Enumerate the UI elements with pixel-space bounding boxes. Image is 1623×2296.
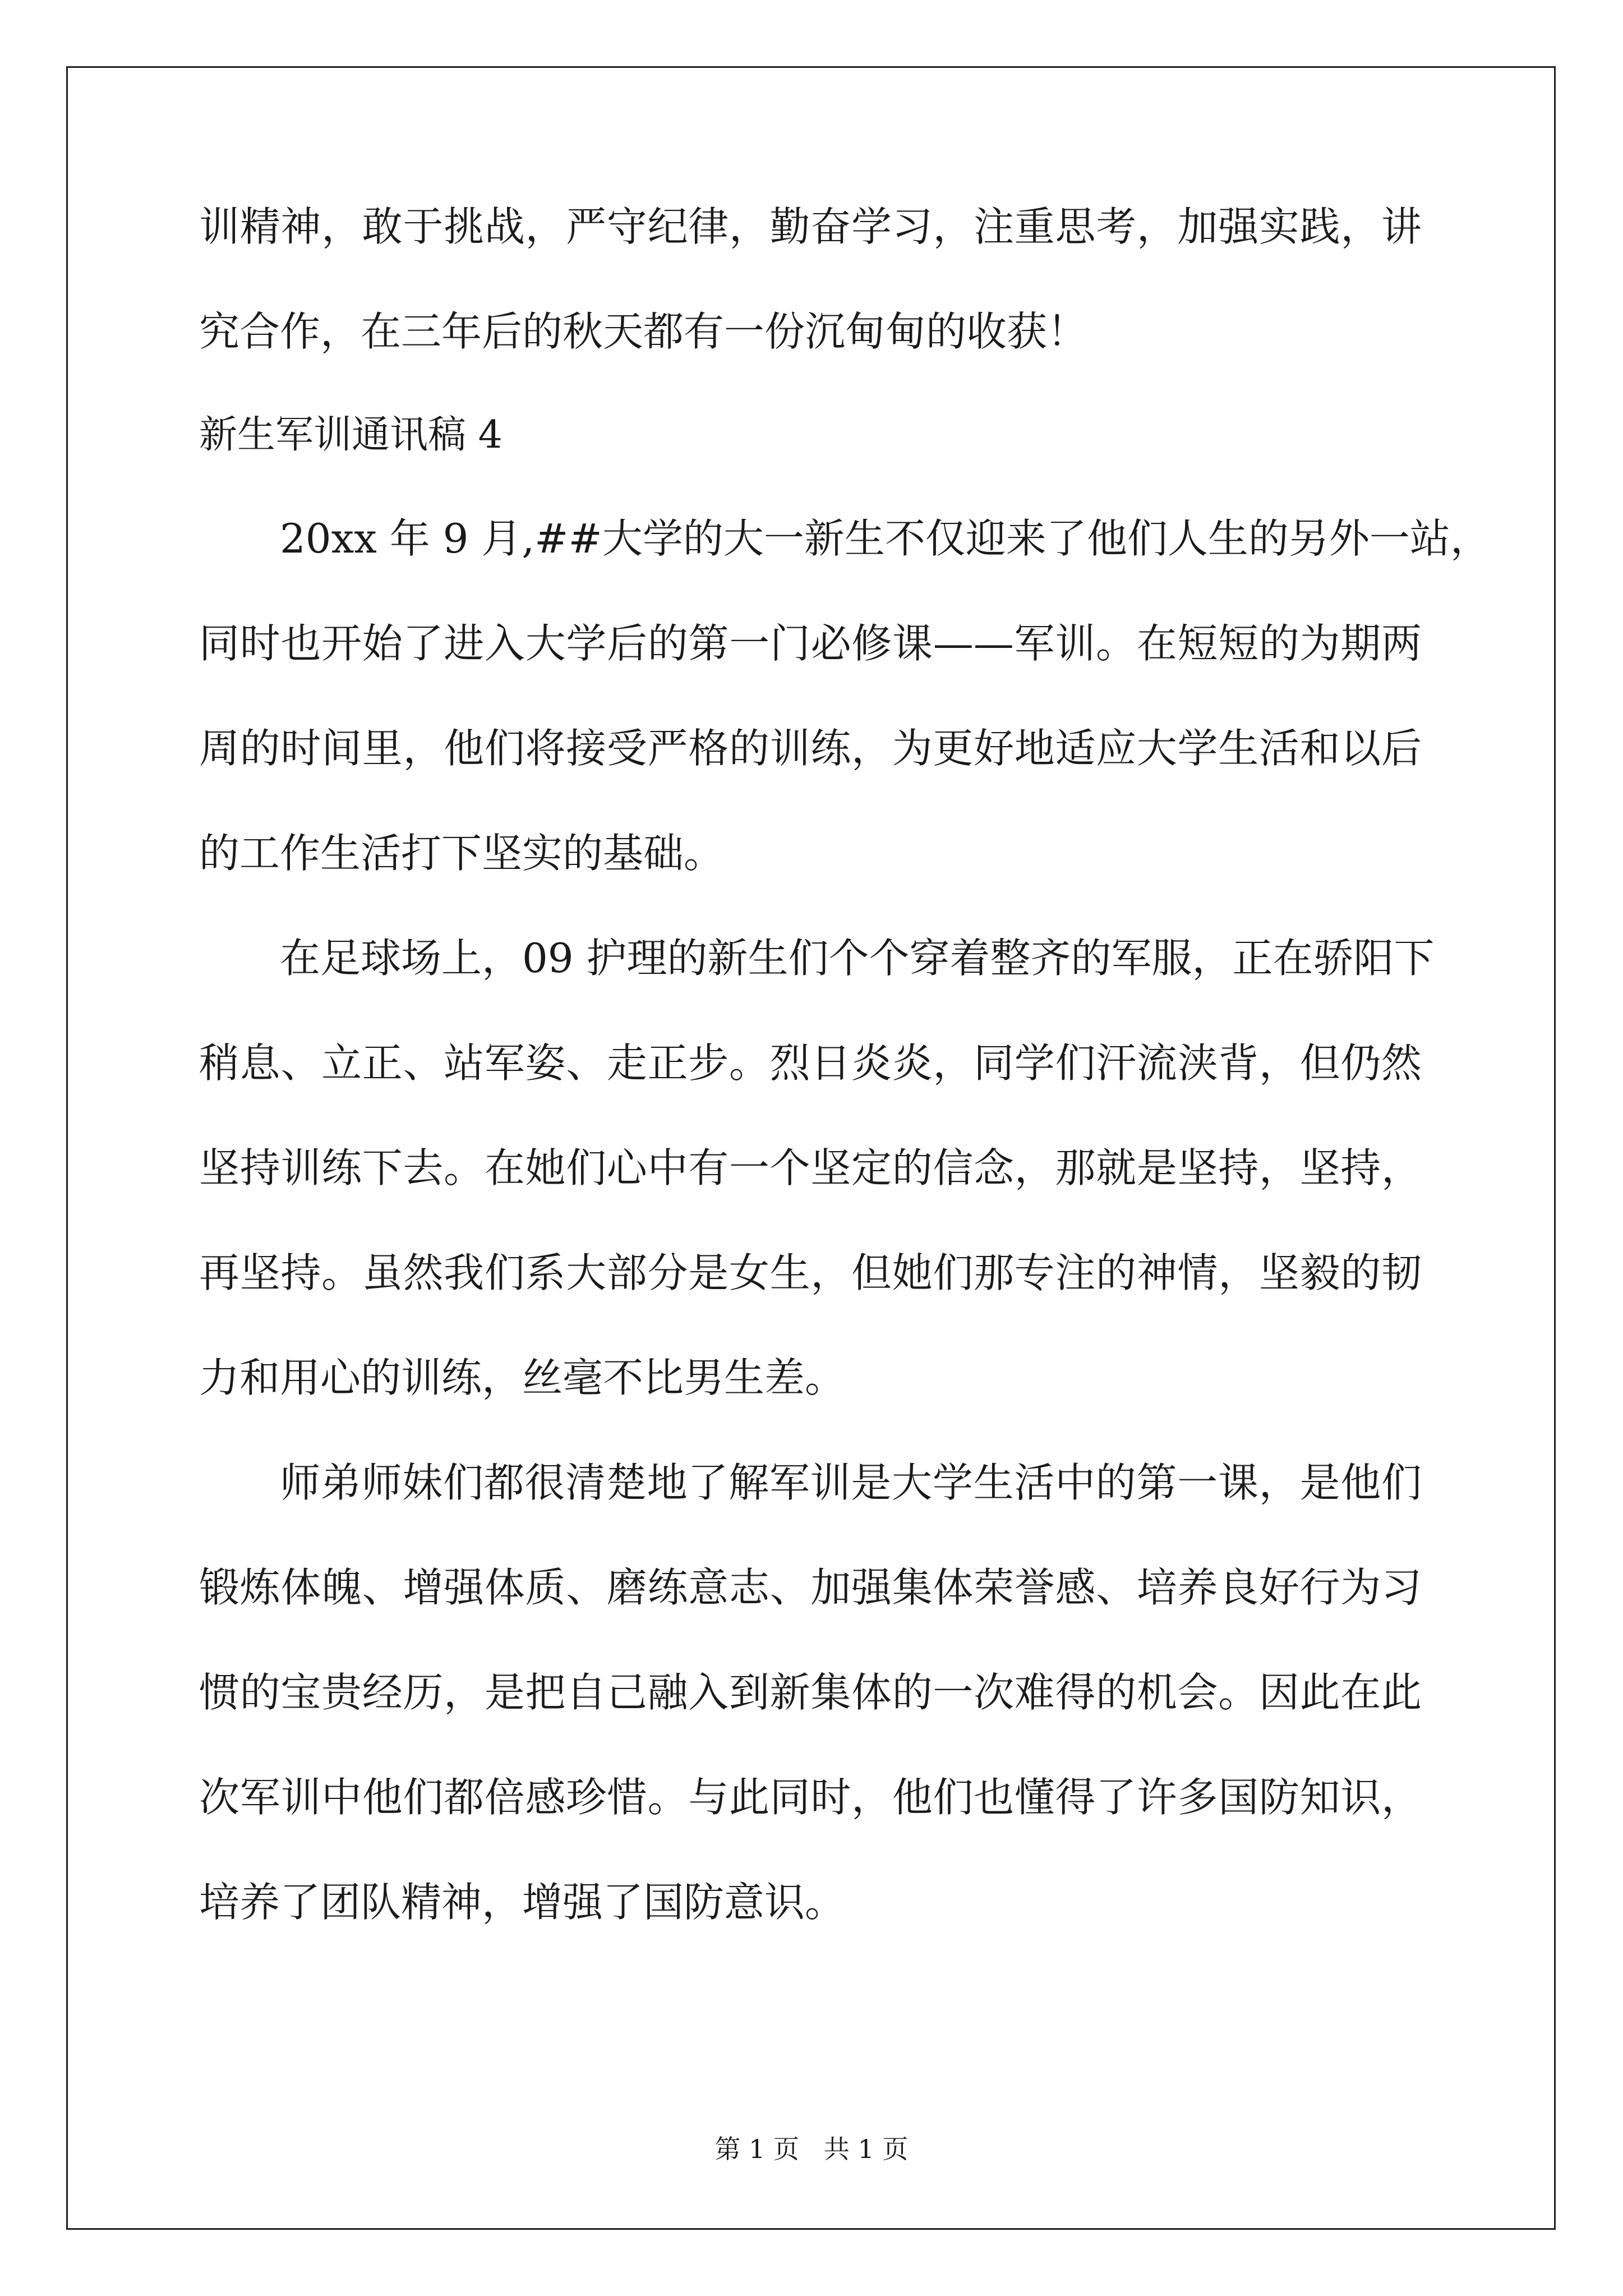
text-line: 稍息、立正、站军姿、走正步。烈日炎炎，同学们汗流浃背，但仍然 bbox=[199, 1039, 1422, 1087]
text-line: 究合作，在三年后的秋天都有一份沉甸甸的收获！ bbox=[199, 308, 1088, 355]
text-line: 师弟师妹们都很清楚地了解军训是大学生活中的第一课，是他们 bbox=[280, 1459, 1422, 1506]
text-line: 培养了团队精神，增强了国防意识。 bbox=[199, 1879, 846, 1926]
text-line: 周的时间里，他们将接受严格的训练，为更好地适应大学生活和以后 bbox=[199, 725, 1422, 772]
text-line: 的工作生活打下坚实的基础。 bbox=[199, 830, 725, 877]
text-line: 20xx 年 9 月,##大学的大一新生不仅迎来了他们人生的另外一站， bbox=[280, 515, 1491, 562]
text-line: 同时也开始了进入大学后的第一门必修课——军训。在短短的为期两 bbox=[199, 620, 1422, 667]
text-line: 次军训中他们都倍感珍惜。与此同时，他们也懂得了许多国防知识， bbox=[199, 1774, 1422, 1821]
section-title: 新生军训通讯稿 4 bbox=[199, 413, 502, 457]
page-footer: 第 1 页 共 1 页 bbox=[714, 2134, 909, 2164]
text-line: 力和用心的训练，丝毫不比男生差。 bbox=[199, 1354, 846, 1401]
text-line: 训精神，敢于挑战，严守纪律，勤奋学习，注重思考，加强实践，讲 bbox=[199, 203, 1422, 250]
text-line: 在足球场上，09 护理的新生们个个穿着整齐的军服，正在骄阳下 bbox=[280, 935, 1435, 982]
text-line: 坚持训练下去。在她们心中有一个坚定的信念，那就是坚持，坚持， bbox=[199, 1144, 1422, 1191]
document-body bbox=[199, 203, 1491, 1987]
text-line: 惯的宝贵经历，是把自己融入到新集体的一次难得的机会。因此在此 bbox=[199, 1669, 1422, 1716]
text-line: 锻炼体魄、增强体质、磨练意志、加强集体荣誉感、培养良好行为习 bbox=[199, 1564, 1422, 1611]
text-line: 再坚持。虽然我们系大部分是女生，但她们那专注的神情，坚毅的韧 bbox=[199, 1249, 1422, 1296]
